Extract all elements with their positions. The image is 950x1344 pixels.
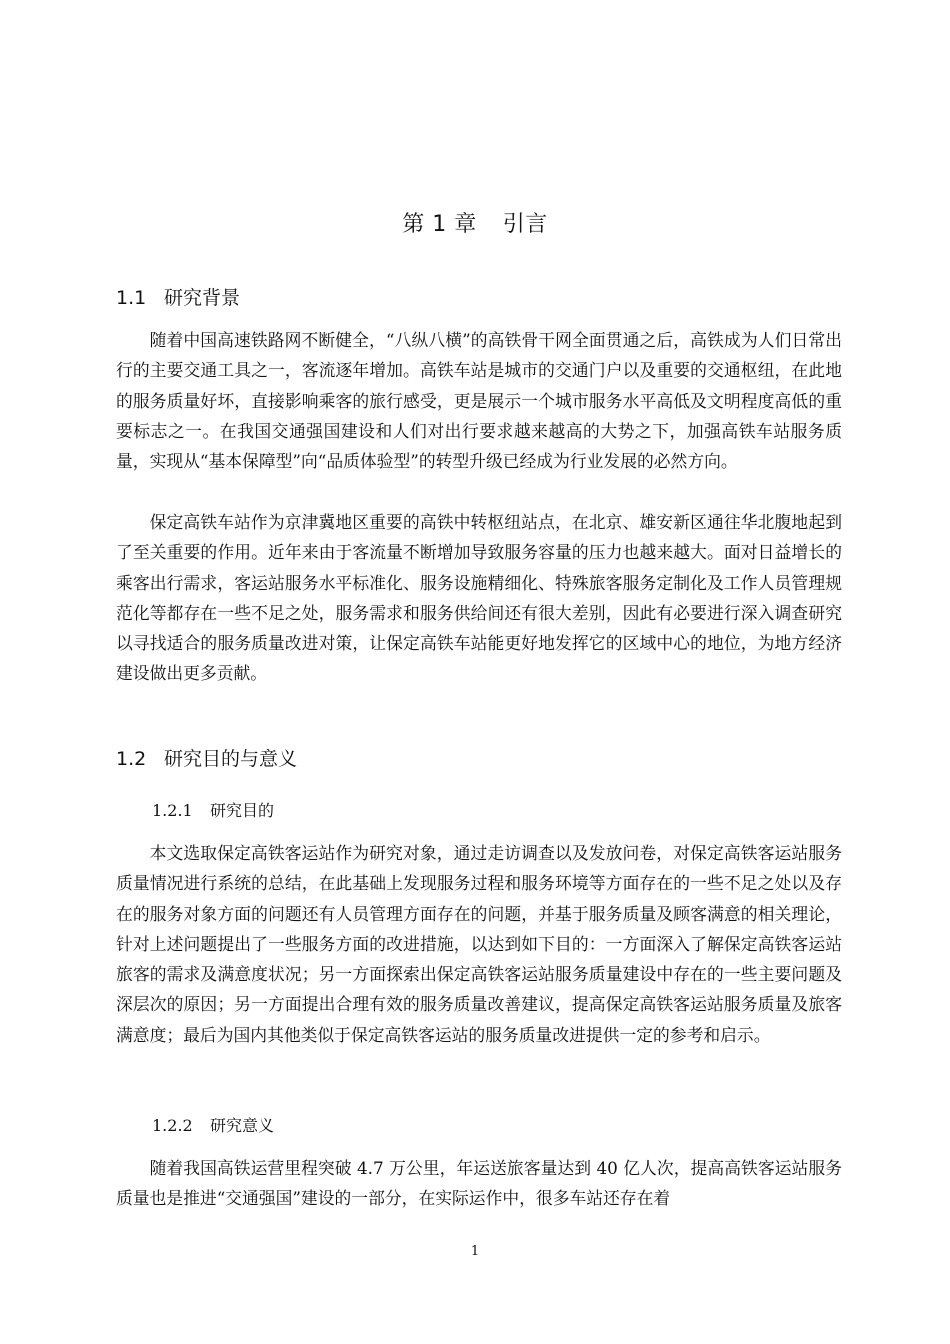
paragraph-objective: 本文选取保定高铁客运站作为研究对象，通过走访调查以及发放问卷，对保定高铁客运站服务质量情况进行系统的总结，在此基础上发现服务过程和服务环境等方面存在的一些不足之处以及存在的服务对象方面的问题还有人员管理方面存在的问题，并基于服务质量及顾客满意的相关理论，针对上述问题提出了一些服务方面的改进措施，以达到如下目的：一方面深入了解保定高铁客运站旅客的需求及满意度状况；另一方面探索出保定高铁客运站服务质量建设中存在的一些主要问题及深层次的原因；另一方面提出合理有效的服务质量改善建议，提高保定高铁客运站服务质量及旅客满意度；最后为国内其他类似于保定高铁客运站的服务质量改进提供一定的参考和启示。 [116, 843, 842, 1045]
subsection-title: 研究意义 [210, 1116, 275, 1135]
chapter-title [0, 208, 950, 242]
paragraph-significance: 随着我国高铁运营里程突破 4.7 万公里，年运送旅客量达到 40 亿人次，提高高铁客运站服务质量也是推进“交通强国”建设的一部分，在实际运作中，很多车站还存在着 [116, 1158, 842, 1209]
section-title: 研究目的与意义 [164, 748, 298, 770]
paragraph-background-1: 随着中国高速铁路网不断健全，“八纵八横”的高铁骨干网全面贯通之后，高铁成为人们日常出行的主要交通工具之一，客流逐年增加。高铁车站是城市的交通门户以及重要的交通枢纽，在此地的服务质量好坏，直接影响乘客的旅行感受，更是展示一个城市服务水平高低及文明程度高低的重要标志之一。在我国交通强国建设和人们对出行要求越来越高的大势之下，加强高铁车站服务质量，实现从“基本保障型”向“品质体验型”的转型升级已经成为行业发展的必然方向。 [116, 330, 842, 472]
section-heading-background [116, 283, 240, 313]
subsection-number: 1.2.2 [152, 1116, 193, 1135]
section-title: 研究背景 [164, 287, 241, 309]
section-number: 1.2 [116, 748, 147, 770]
subsection-heading-significance [152, 1113, 274, 1139]
paragraph-background-2: 保定高铁车站作为京津冀地区重要的高铁中转枢纽站点，在北京、雄安新区通往华北腹地起到了至关重要的作用。近年来由于客流量不断增加导致服务容量的压力也越来越大。面对日益增长的乘客出行需求，客运站服务水平标准化、服务设施精细化、特殊旅客服务定制化及工作人员管理规范化等都存在一些不足之处，服务需求和服务供给间还有很大差别，因此有必要进行深入调查研究以寻找适合的服务质量改进对策，让保定高铁车站能更好地发挥它的区域中心的地位，为地方经济建设做出更多贡献。 [116, 512, 842, 684]
subsection-heading-objective [152, 798, 274, 824]
subsection-title: 研究目的 [210, 801, 275, 820]
chapter-number: 第 1 章 [402, 212, 477, 237]
section-number: 1.1 [116, 287, 147, 309]
chapter-name: 引言 [502, 212, 548, 237]
section-heading-purpose [116, 744, 297, 774]
subsection-number: 1.2.1 [152, 801, 193, 820]
page-number: 1 [470, 1244, 480, 1259]
